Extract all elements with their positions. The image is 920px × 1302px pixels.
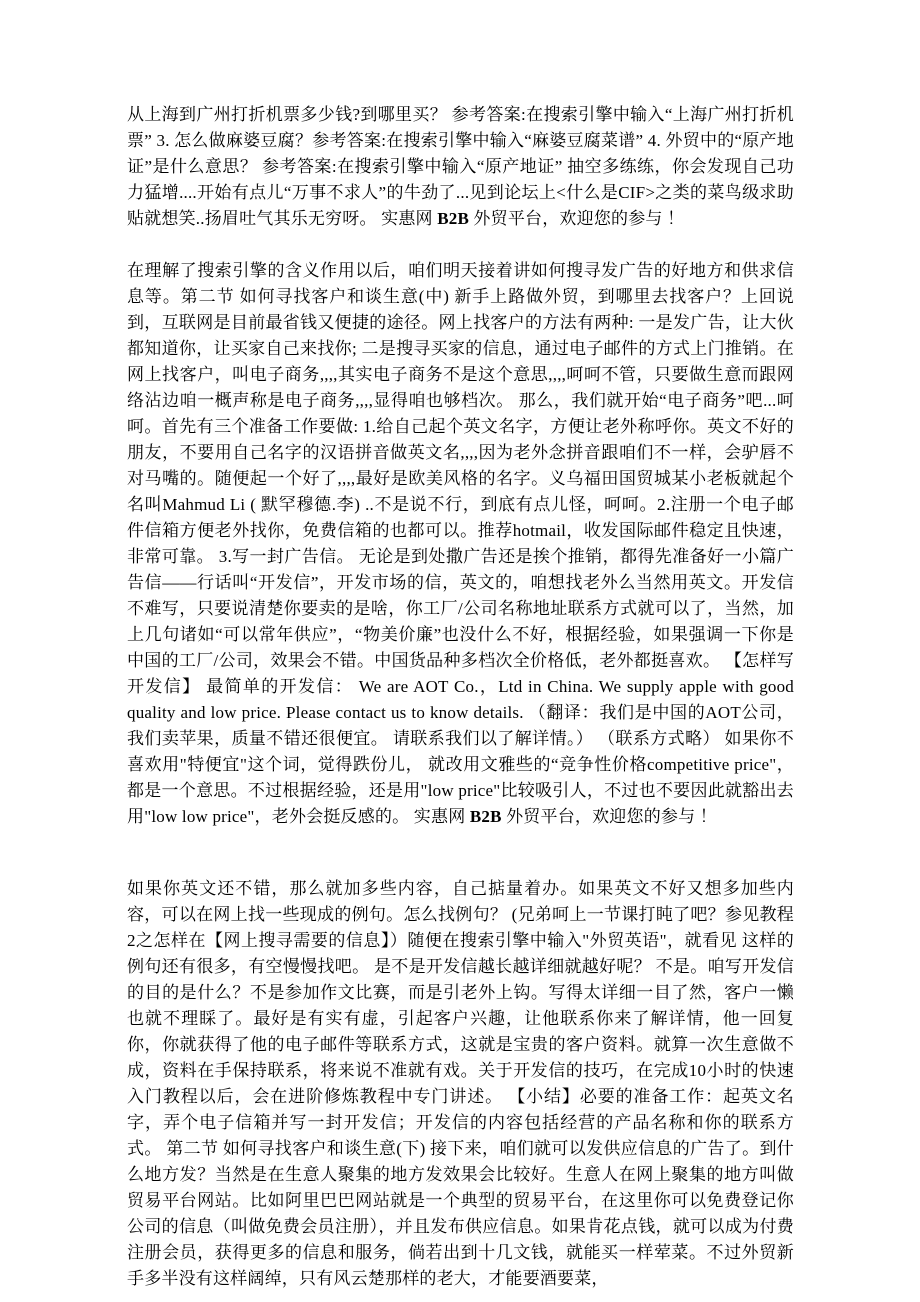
b2b-brand-bold: B2B: [469, 807, 502, 826]
text-run: 如果你英文还不错，那么就加多些内容，自己掂量着办。如果英文不好又想多加些内容，可以在网上找一些现成的例句。怎么找例句？ (兄弟呵上一节课打盹了吧？参见教程2之怎样在【网上搜寻需要的信息】）随便在搜索引擎中输入"外贸英语"，就看见 这样的例句还有很多，有空慢慢找吧。 是不是开发信越长越详细就越好呢？ 不是。咱写开发信的目的是什么？不是参加作文比赛，而是引老外上钩。写得太详细一目了然，客户一懒也就不理睬了。最好是有实有虚，引起客户兴趣，让他联系你来了解详情，他一回复你，你就获得了他的电子邮件等联系方式，这就是宝贵的客户资料。就算一次生意做不成，资料在手保持联系，将来说不准就有戏。关于开发信的技巧，在完成10小时的快速入门教程以后，会在进阶修炼教程中专门讲述。 【小结】必要的准备工作：起英文名字，弄个电子信箱并写一封开发信；开发信的内容包括经营的产品名称和你的联系方式。 第二节 如何寻找客户和谈生意(下) 接下来，咱们就可以发供应信息的广告了。到什么地方发？当然是在生意人聚集的地方发效果会比较好。生意人在网上聚集的地方叫做贸易平台网站。比如阿里巴巴网站就是一个典型的贸易平台，在这里你可以免费登记你公司的信息（叫做免费会员注册），并且发布供应信息。如果肯花点钱，就可以成为付费注册会员，获得更多的信息和服务，倘若出到十几文钱，就能买一样荤菜。不过外贸新手多半没有这样阔绰，只有风云楚那样的老大，才能要酒要菜，: [127, 879, 794, 1288]
paragraph-3: [127, 876, 794, 1292]
text-run: 在理解了搜索引擎的含义作用以后，咱们明天接着讲如何搜寻发广告的好地方和供求信息等。第二节 如何寻找客户和谈生意(中) 新手上路做外贸，到哪里去找客户？上回说到，互联网是目前最省钱又便捷的途径。网上找客户的方法有两种: 一是发广告，让大伙都知道你，让买家自己来找你; 二是搜寻买家的信息，通过电子邮件的方式上门推销。在网上找客户，叫电子商务,,,,其实电子商务不是这个意思,,,,呵呵不管，只要做生意而跟网络沾边咱一概声称是电子商务,,,,显得咱也够档次。 那么，我们就开始“电子商务”吧...呵呵。首先有三个准备工作要做: 1.给自己起个英文名字，方便让老外称呼你。英文不好的朋友，不要用自己名字的汉语拼音做英文名,,,,因为老外念拼音跟咱们不一样，会驴唇不对马嘴的。随便起一个好了,,,,最好是欧美风格的名字。义乌福田国贸城某小老板就起个名叫Mahmud Li ( 默罕穆德.李) ..不是说不行，到底有点儿怪，呵呵。2.注册一个电子邮件信箱方便老外找你，免费信箱的也都可以。推荐hotmail，收发国际邮件稳定且快速，非常可靠。 3.写一封广告信。 无论是到处撒广告还是挨个推销，都得先准备好一小篇广告信——行话叫“开发信”，开发市场的信，英文的，咱想找老外么当然用英文。开发信不难写，只要说清楚你要卖的是啥，你工厂/公司名称地址联系方式就可以了，当然，加上几句诸如“可以常年供应”，“物美价廉”也没什么不好，根据经验，如果强调一下你是中国的工厂/公司，效果会不错。中国货品种多档次全价格低，老外都挺喜欢。 【怎样写开发信】 最简单的开发信： We are AOT Co.，Ltd in China. We supply apple with good quality and low price. Please contact us to know details. （翻译：我们是中国的AOT公司，我们卖苹果，质量不错还很便宜。 请联系我们以了解详情。） （联系方式略） 如果你不喜欢用"特便宜"这个词，觉得跌份儿， 就改用文雅些的“竞争性价格competitive price"，都是一个意思。不过根据经验，还是用"low price"比较吸引人，不过也不要因此就豁出去用"low low price"，老外会挺反感的。 实惠网: [127, 261, 794, 826]
text-run: 外贸平台，欢迎您的参与 ！: [501, 807, 717, 826]
text-run: 外贸平台，欢迎您的参与 ！: [468, 209, 685, 228]
text-run: 从上海到广州打折机票多少钱?到哪里买？ 参考答案:在搜索引擎中输入“上海广州打折机票” 3. 怎么做麻婆豆腐？参考答案:在搜索引擎中输入“麻婆豆腐菜谱” 4. 外贸中的“原产地证”是什么意思？ 参考答案:在搜索引擎中输入“原产地证” 抽空多练练，你会发现自己功力猛增....开始有点儿“万事不求人”的牛劲了...见到论坛上<什么是CIF>之类的菜鸟级求助贴就想笑..扬眉吐气其乐无穷呀。 实惠网: [127, 105, 794, 228]
paragraph-1: [127, 102, 794, 232]
b2b-brand-bold: B2B: [437, 209, 469, 228]
paragraph-2: [127, 258, 794, 830]
